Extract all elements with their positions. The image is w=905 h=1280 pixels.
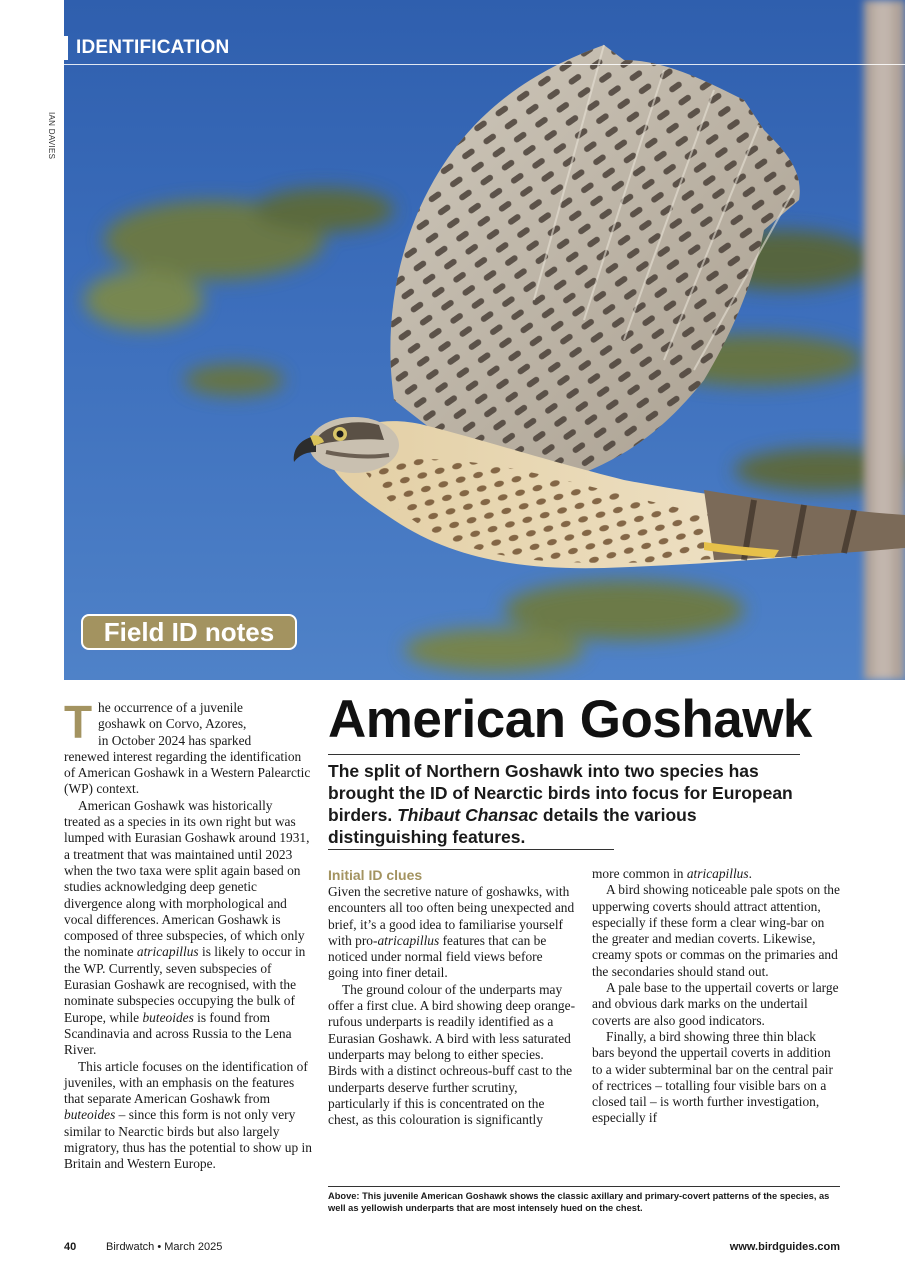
article-column-2	[328, 866, 576, 1128]
taxon-atricapillus-2: atricapillus	[377, 932, 440, 948]
caption-rule	[328, 1186, 840, 1187]
title-rule	[328, 754, 800, 755]
history-text-c: is found from Scandinavia and across Russia to the Lena River.	[64, 1009, 292, 1058]
author-name: Thibaut Chansac	[397, 805, 539, 825]
standfirst	[328, 760, 808, 848]
history-text-b: is likely to occur in the WP. Currently, seven subspecies of Eurasian Goshawk are recognised, with the nominate subspecies occupying the bulk of Europe, while	[64, 944, 306, 1025]
tail-coverts-paragraph: A pale base to the uppertail coverts or large and obvious dark marks on the undertail coverts are also good indicators.	[592, 980, 839, 1028]
subhead-initial-id-clues: Initial ID clues	[328, 867, 423, 883]
standfirst-rule	[328, 849, 614, 850]
intro-line-2: goshawk on Corvo, Azores,	[98, 716, 247, 732]
section-rule	[64, 64, 905, 65]
continuation-text-b: .	[748, 866, 752, 881]
drop-cap: T	[64, 696, 93, 748]
focus-text-b: – since this form is not only very similar to Nearctic birds but also largely migratory, thus has the potential to show up in Britain and Western Europe.	[64, 1107, 312, 1172]
continuation-paragraph	[592, 866, 840, 882]
clues-text-a: Given the secretive nature of goshawks, with encounters all too often being unexpected and brief, it’s a good idea to familiarise yourself with pro-	[328, 884, 575, 948]
intro-rest: renewed interest regarding the identification of American Goshawk in a Western Palearctic (WP) context.	[64, 748, 311, 797]
field-id-badge: Field ID notes	[81, 614, 297, 650]
taxon-buteoides: buteoides	[142, 1009, 194, 1025]
article-title: American Goshawk	[328, 690, 812, 749]
section-label: IDENTIFICATION	[64, 36, 229, 60]
tail-bars-paragraph: Finally, a bird showing three thin black bars beyond the uppertail coverts in addition to a wider subterminal bar on the central pair of rectrices – totalling four visible bars on a closed tail – is worth further investigation, especially if	[592, 1028, 833, 1126]
clues-paragraph-2: The ground colour of the underparts may offer a first clue. A bird showing deep orange-rufous underparts is readily identified as a Eurasian Goshawk. A bird with less saturated underparts may belong to either species. Birds with a distinct ochreous-buff cast to the underparts deserve further scrutiny, particularly if this is concentrated on the chest, as this colouration is significantly	[328, 981, 576, 1128]
taxon-atricapillus-3: atricapillus	[686, 866, 749, 881]
wing-coverts-paragraph: A bird showing noticeable pale spots on the upperwing coverts should attract attention, especially if these form a clear wing-bar on the greater and median coverts. Likewise, creamy spots or commas on the primaries and the secondaries should stand out.	[592, 882, 840, 979]
website-link[interactable]: www.birdguides.com	[729, 1241, 840, 1253]
history-paragraph	[64, 798, 312, 1059]
intro-line-3: in October 2024 has sparked	[98, 732, 252, 748]
focus-paragraph	[64, 1059, 312, 1173]
goshawk-photo-illustration	[64, 0, 905, 680]
page-number: 40	[64, 1241, 77, 1253]
standfirst-text-b: details the various distinguishing features.	[328, 805, 697, 847]
intro-line-1: he occurrence of a juvenile	[98, 700, 243, 715]
clues-text-b: features that can be noticed under normal field views before going into finer detail.	[328, 932, 547, 981]
standfirst-text-a: The split of Northern Goshawk into two species has brought the ID of Nearctic birds into focus for European birders.	[328, 761, 793, 825]
clues-paragraph-1	[328, 884, 576, 982]
magazine-issue: Birdwatch • March 2025	[106, 1241, 223, 1253]
history-text-a: American Goshawk was historically treated as a species in its own right but was lumped with Eurasian Goshawk around 1931, a treatment that was maintained until 2023 when the two taxa were split again based on studies acknowledging deep genetic divergence along with morphological and vocal differences. American Goshawk is composed of three subspecies, of which only the nominate	[64, 797, 310, 960]
intro-paragraph	[64, 696, 312, 798]
continuation-text-a: more common in	[592, 866, 687, 881]
hero-photo	[64, 0, 905, 680]
photo-caption: Above: This juvenile American Goshawk shows the classic axillary and primary-covert patterns of the species, as well as yellowish underparts that are most intensely hued on the chest.	[328, 1191, 830, 1213]
taxon-atricapillus: atricapillus	[136, 944, 199, 960]
focus-text-a: This article focuses on the identification of juveniles, with an emphasis on the features that separate American Goshawk from	[64, 1058, 308, 1107]
photo-credit: IAN DAVIES	[47, 112, 56, 160]
article-column-3	[592, 866, 840, 1127]
taxon-buteoides-2: buteoides	[64, 1107, 116, 1123]
article-column-1	[64, 696, 312, 1173]
